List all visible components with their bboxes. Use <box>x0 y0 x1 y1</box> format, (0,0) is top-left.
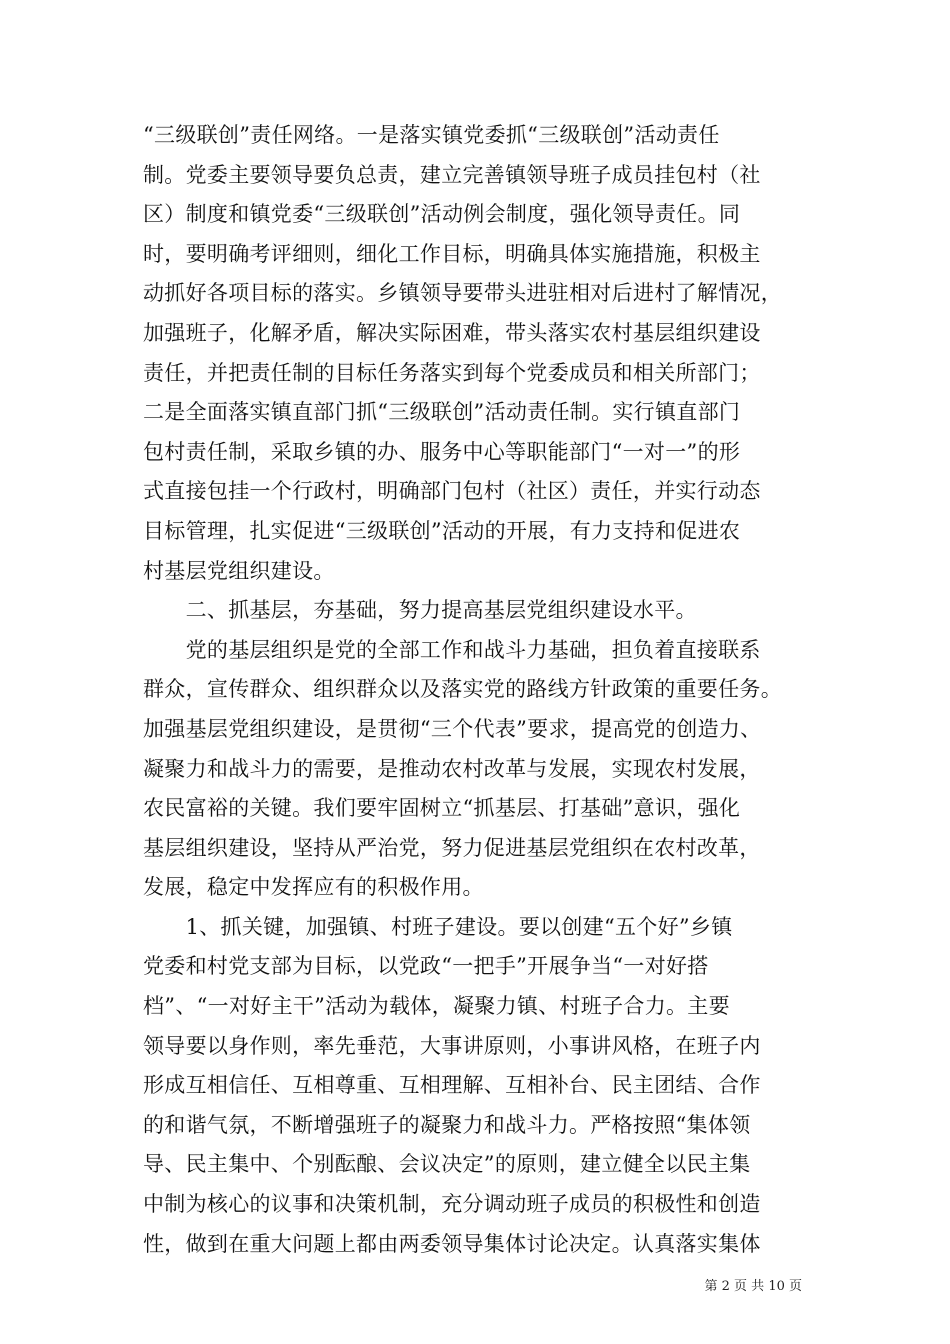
text-line: 动抓好各项目标的落实。乡镇领导要带头进驻相对后进村了解情况， <box>143 281 782 306</box>
text-line: 村基层党组织建设。 <box>143 558 335 583</box>
text-line: 农民富裕的关键。我们要牢固树立“抓基层、打基础”意识，强化 <box>143 796 741 821</box>
subsection-heading: 1、抓关键，加强镇、村班子建设。要以创建“五个好”乡镇 <box>143 914 733 939</box>
text-line: 党的基层组织是党的全部工作和战斗力基础，担负着直接联系 <box>143 637 761 662</box>
text-line: 制。党委主要领导要负总责，建立完善镇领导班子成员挂包村（社 <box>143 162 761 187</box>
text-line: 时，要明确考评细则，细化工作目标，明确具体实施措施，积极主 <box>143 241 761 266</box>
text-line: 责任，并把责任制的目标任务落实到每个党委成员和相关所部门； <box>143 360 761 385</box>
text-line: 加强基层党组织建设，是贯彻“三个代表”要求，提高党的创造力、 <box>143 716 762 741</box>
text-line: 党委和村党支部为目标，以党政“一把手”开展争当“一对好搭 <box>143 954 709 979</box>
text-line: 式直接包挂一个行政村，明确部门包村（社区）责任，并实行动态 <box>143 479 761 504</box>
page-number: 第 2 页 共 10 页 <box>704 1279 802 1294</box>
text-line: 形成互相信任、互相尊重、互相理解、互相补台、民主团结、合作 <box>143 1073 761 1098</box>
text-line: “三级联创”责任网络。一是落实镇党委抓“三级联创”活动责任 <box>143 123 720 147</box>
text-line: 档”、“一对好主干”活动为载体，凝聚力镇、村班子合力。主要 <box>143 994 730 1019</box>
text-line: 导、民主集中、个别酝酿、会议决定”的原则，建立健全以民主集 <box>143 1152 751 1177</box>
body-text <box>143 116 815 1264</box>
section-heading: 二、抓基层，夯基础，努力提高基层党组织建设水平。 <box>143 598 697 623</box>
text-line: 加强班子，化解矛盾，解决实际困难，带头落实农村基层组织建设 <box>143 320 761 345</box>
text-line: 二是全面落实镇直部门抓“三级联创”活动责任制。实行镇直部门 <box>143 400 741 425</box>
text-line: 目标管理，扎实促进“三级联创”活动的开展，有力支持和促进农 <box>143 518 741 543</box>
text-line: 基层组织建设，坚持从严治党，努力促进基层党组织在农村改革， <box>143 835 761 860</box>
text-line: 性，做到在重大问题上都由两委领导集体讨论决定。认真落实集体 <box>143 1231 761 1256</box>
text-line: 中制为核心的议事和决策机制，充分调动班子成员的积极性和创造 <box>143 1192 761 1217</box>
text-line: 发展，稳定中发挥应有的积极作用。 <box>143 875 484 900</box>
text-line: 凝聚力和战斗力的需要，是推动农村改革与发展，实现农村发展， <box>143 756 761 781</box>
text-line: 群众，宣传群众、组织群众以及落实党的路线方针政策的重要任务。 <box>143 677 782 702</box>
text-line: 领导要以身作则，率先垂范，大事讲原则，小事讲风格，在班子内 <box>143 1033 761 1058</box>
text-line: 包村责任制，采取乡镇的办、服务中心等职能部门“一对一”的形 <box>143 439 741 464</box>
text-line: 的和谐气氛，不断增强班子的凝聚力和战斗力。严格按照“集体领 <box>143 1112 751 1137</box>
text-line: 区）制度和镇党委“三级联创”活动例会制度，强化领导责任。同 <box>143 202 741 227</box>
